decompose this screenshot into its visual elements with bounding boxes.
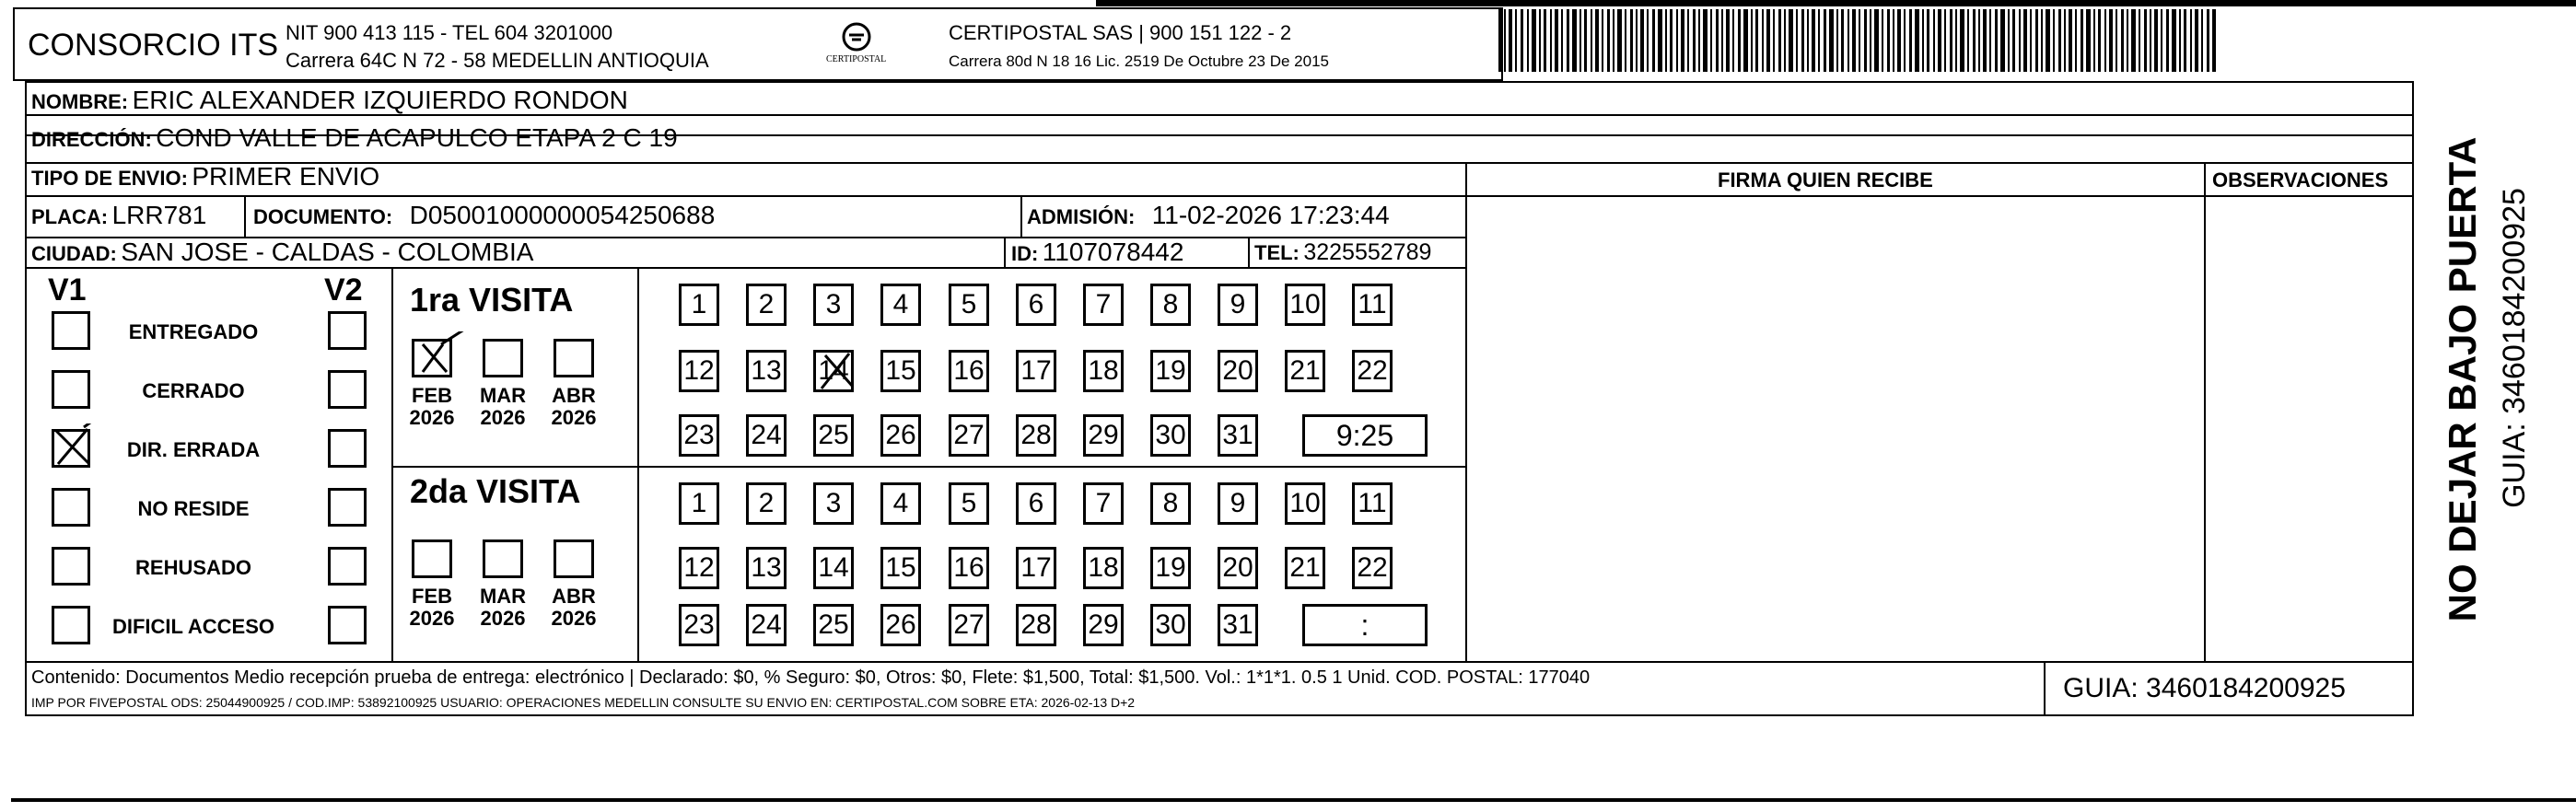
- v1-header: V1: [48, 273, 87, 307]
- visit2-day-box[interactable]: 18: [1083, 547, 1124, 589]
- visit2-day-box[interactable]: 5: [949, 482, 989, 525]
- visit1-day-box[interactable]: 15: [880, 350, 921, 392]
- placa-row: [31, 203, 206, 228]
- direccion-label: DIRECCIÓN:: [31, 128, 152, 151]
- visit2-day-box[interactable]: 20: [1218, 547, 1258, 589]
- visit2-day-box[interactable]: 7: [1083, 482, 1124, 525]
- barcode: [1498, 9, 2217, 72]
- visit2-day-box[interactable]: 30: [1150, 604, 1191, 646]
- visit1-day-box[interactable]: 23: [679, 414, 719, 457]
- visit1-day-box[interactable]: 16: [949, 350, 989, 392]
- visit2-month-checkbox[interactable]: [483, 539, 523, 578]
- status-label: DIFICIL ACCESO: [111, 615, 274, 638]
- visit1-time-box[interactable]: 9:25: [1302, 414, 1428, 457]
- visit2-day-box[interactable]: 29: [1083, 604, 1124, 646]
- visit1-month-checkbox[interactable]: [554, 339, 594, 377]
- visit2-day-box[interactable]: 27: [949, 604, 989, 646]
- status-label: ENTREGADO: [128, 320, 259, 343]
- courier-line-1: CERTIPOSTAL SAS | 900 151 122 - 2: [949, 21, 1292, 44]
- v2-checkbox[interactable]: [328, 606, 367, 644]
- visit2-month-label: ABR 2026: [551, 585, 597, 630]
- visit2-day-box[interactable]: 3: [813, 482, 854, 525]
- top-bar: [1096, 0, 2576, 6]
- v2-header: V2: [324, 273, 363, 307]
- visit1-day-box[interactable]: 7: [1083, 284, 1124, 326]
- v2-checkbox[interactable]: [328, 429, 367, 468]
- documento-row: [253, 203, 715, 228]
- admision-label: ADMISIÓN:: [1027, 205, 1136, 228]
- placa-value: LRR781: [111, 201, 207, 229]
- direccion-row: [31, 125, 678, 151]
- visit1-day-box[interactable]: 10: [1285, 284, 1325, 326]
- status-label: CERRADO: [142, 379, 245, 402]
- visit1-day-box[interactable]: 12: [679, 350, 719, 392]
- documento-value: D05001000000054250688: [409, 201, 716, 229]
- visit2-day-box[interactable]: 17: [1016, 547, 1056, 589]
- visit1-day-box[interactable]: 5: [949, 284, 989, 326]
- bottom-line: [11, 798, 2576, 802]
- status-label: REHUSADO: [135, 556, 251, 579]
- visit1-day-box[interactable]: 19: [1150, 350, 1191, 392]
- id-row: [1011, 239, 1183, 265]
- visit1-day-box[interactable]: 27: [949, 414, 989, 457]
- visit2-month-label: FEB 2026: [409, 585, 455, 630]
- visit2-month-checkbox[interactable]: [412, 539, 452, 578]
- visit2-day-box[interactable]: 1: [679, 482, 719, 525]
- visit1-month-label: MAR 2026: [479, 384, 527, 429]
- visit1-day-box[interactable]: 13: [746, 350, 787, 392]
- visit1-day-box[interactable]: 2: [746, 284, 787, 326]
- visit1-day-box[interactable]: 1: [679, 284, 719, 326]
- v1-check-mark: [51, 423, 106, 470]
- visit1-day-box[interactable]: 25: [813, 414, 854, 457]
- visit2-day-box[interactable]: 26: [880, 604, 921, 646]
- visit2-day-box[interactable]: 6: [1016, 482, 1056, 525]
- visit2-day-box[interactable]: 10: [1285, 482, 1325, 525]
- visit1-day-box[interactable]: 17: [1016, 350, 1056, 392]
- tel-value: 3225552789: [1303, 239, 1432, 265]
- status-label: DIR. ERRADA: [126, 438, 261, 461]
- visit1-day-box[interactable]: 6: [1016, 284, 1056, 326]
- tel-label: TEL:: [1254, 241, 1300, 264]
- company-name: CONSORCIO ITS: [28, 28, 279, 63]
- visit1-day-box[interactable]: 30: [1150, 414, 1191, 457]
- firma-header: FIRMA QUIEN RECIBE: [1718, 168, 1933, 191]
- tipo-row: [31, 164, 379, 190]
- visit2-day-box[interactable]: 24: [746, 604, 787, 646]
- direccion-value: COND VALLE DE ACAPULCO ETAPA 2 C 19: [156, 123, 678, 152]
- visit1-day-box[interactable]: 14: [813, 350, 854, 392]
- tel-row: [1254, 241, 1431, 264]
- v2-checkbox[interactable]: [328, 488, 367, 527]
- visit1-day-box[interactable]: 26: [880, 414, 921, 457]
- visit1-day-box[interactable]: 8: [1150, 284, 1191, 326]
- visit2-day-box[interactable]: 23: [679, 604, 719, 646]
- day-check-mark: [816, 350, 871, 396]
- visit1-day-box[interactable]: 24: [746, 414, 787, 457]
- visit1-day-box[interactable]: 28: [1016, 414, 1056, 457]
- visit1-day-box[interactable]: 18: [1083, 350, 1124, 392]
- visit2-time-box[interactable]: :: [1302, 604, 1428, 646]
- placa-label: PLACA:: [31, 205, 109, 228]
- visit1-day-box[interactable]: 20: [1218, 350, 1258, 392]
- id-label: ID:: [1011, 242, 1039, 265]
- visit1-day-box[interactable]: 4: [880, 284, 921, 326]
- visit1-day-box[interactable]: 29: [1083, 414, 1124, 457]
- logo-text: CERTIPOSTAL: [826, 54, 887, 64]
- visit2-day-box[interactable]: 22: [1352, 547, 1393, 589]
- visit2-day-box[interactable]: 9: [1218, 482, 1258, 525]
- side-guia: GUIA: 3460184200925: [2497, 188, 2532, 508]
- v2-checkbox[interactable]: [328, 370, 367, 409]
- visit2-day-box[interactable]: 12: [679, 547, 719, 589]
- nombre-value: ERIC ALEXANDER IZQUIERDO RONDON: [132, 86, 628, 114]
- certipostal-logo-icon: [824, 18, 889, 74]
- footer-guia: GUIA: 3460184200925: [2063, 673, 2346, 703]
- footer-imp: IMP POR FIVEPOSTAL ODS: 25044900925 / COD.IMP: 53892100925 USUARIO: OPERACIONES MEDELLIN CONSULTE SU ENVIO EN: CERTIPOSTAL.COM SOBRE ETA: 2026-02-13 D+2: [31, 695, 1136, 710]
- status-label: NO RESIDE: [137, 497, 250, 520]
- ciudad-label: CIUDAD:: [31, 242, 117, 265]
- admision-value: 11-02-2026 17:23:44: [1151, 201, 1390, 229]
- visit1-day-box[interactable]: 21: [1285, 350, 1325, 392]
- visit2-month-label: MAR 2026: [479, 585, 527, 630]
- v2-checkbox[interactable]: [328, 311, 367, 350]
- visit2-day-box[interactable]: 28: [1016, 604, 1056, 646]
- ciudad-value: SAN JOSE - CALDAS - COLOMBIA: [121, 238, 534, 266]
- visit1-month-checkbox[interactable]: [483, 339, 523, 377]
- visit1-day-box[interactable]: 31: [1218, 414, 1258, 457]
- ciudad-row: [31, 239, 533, 265]
- visit1-day-box[interactable]: 11: [1352, 284, 1393, 326]
- visit2-day-box[interactable]: 19: [1150, 547, 1191, 589]
- visit1-title: 1ra VISITA: [410, 281, 574, 319]
- visit2-day-box[interactable]: 13: [746, 547, 787, 589]
- visit2-day-box[interactable]: 14: [813, 547, 854, 589]
- nombre-row: [31, 87, 628, 113]
- documento-label: DOCUMENTO:: [253, 205, 393, 228]
- visit2-title: 2da VISITA: [410, 472, 581, 510]
- visit2-day-box[interactable]: 8: [1150, 482, 1191, 525]
- visit2-day-box[interactable]: 15: [880, 547, 921, 589]
- v2-checkbox[interactable]: [328, 547, 367, 586]
- visit2-month-checkbox[interactable]: [554, 539, 594, 578]
- visit2-day-box[interactable]: 25: [813, 604, 854, 646]
- observaciones-header: OBSERVACIONES: [2212, 168, 2389, 191]
- visit2-day-box[interactable]: 21: [1285, 547, 1325, 589]
- visit2-day-box[interactable]: 4: [880, 482, 921, 525]
- visit1-month-label: ABR 2026: [551, 384, 597, 429]
- company-line-2: Carrera 64C N 72 - 58 MEDELLIN ANTIOQUIA: [286, 49, 709, 72]
- nombre-label: NOMBRE:: [31, 90, 129, 113]
- footer-contenido: Contenido: Documentos Medio recepción prueba de entrega: electrónico | Declarado: $0, % Seguro: $0, Otros: $0, Flete: $1,500, Total: $1,500. Vol.: 1*1*1. 0.5 1 Unid. COD. POSTAL: 177040: [31, 667, 1591, 688]
- admision-row: [1027, 203, 1390, 228]
- visit2-day-box[interactable]: 16: [949, 547, 989, 589]
- visit1-day-box[interactable]: 3: [813, 284, 854, 326]
- visit2-day-box[interactable]: 2: [746, 482, 787, 525]
- tipo-label: TIPO DE ENVIO:: [31, 167, 188, 190]
- visit1-day-box[interactable]: 22: [1352, 350, 1393, 392]
- visit2-day-box[interactable]: 11: [1352, 482, 1393, 525]
- id-value: 1107078442: [1042, 238, 1184, 266]
- no-dejar-bajo-puerta: NO DEJAR BAJO PUERTA: [2441, 136, 2484, 622]
- visit1-day-box[interactable]: 9: [1218, 284, 1258, 326]
- company-line-1: NIT 900 413 115 - TEL 604 3201000: [286, 21, 613, 44]
- tipo-value: PRIMER ENVIO: [192, 162, 380, 191]
- month-check-mark: [412, 331, 476, 387]
- visit2-day-box[interactable]: 31: [1218, 604, 1258, 646]
- visit1-month-label: FEB 2026: [409, 384, 455, 429]
- courier-line-2: Carrera 80d N 18 16 Lic. 2519 De Octubre 23 De 2015: [949, 52, 1329, 70]
